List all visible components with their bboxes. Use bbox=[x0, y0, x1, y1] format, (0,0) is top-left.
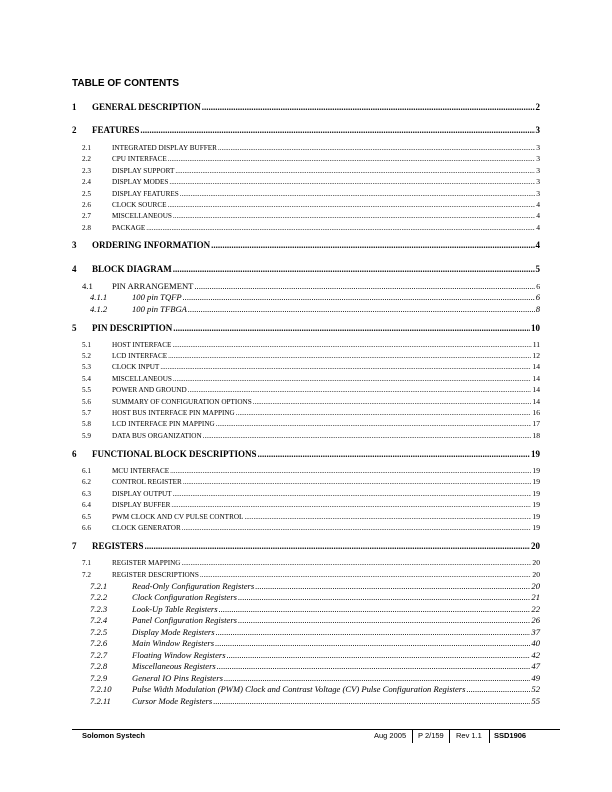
toc-dot-leader bbox=[258, 449, 530, 459]
toc-entry-title: 100 pin TFBGA bbox=[132, 304, 187, 314]
toc-entry[interactable] bbox=[72, 323, 540, 333]
toc-entry-title: FEATURES bbox=[92, 125, 140, 135]
toc-entry[interactable] bbox=[72, 125, 540, 135]
toc-entry[interactable] bbox=[72, 661, 540, 671]
toc-entry[interactable] bbox=[72, 177, 540, 186]
toc-dot-leader bbox=[168, 155, 535, 163]
toc-dot-leader bbox=[175, 167, 535, 175]
toc-entry-title: HOST BUS INTERFACE PIN MAPPING bbox=[112, 409, 235, 417]
toc-entry[interactable] bbox=[72, 581, 540, 591]
toc-entry-page: 6 bbox=[535, 292, 540, 302]
toc-entry-page: 42 bbox=[531, 650, 540, 660]
toc-entry-title: Cursor Mode Registers bbox=[132, 696, 213, 706]
toc-dot-leader bbox=[236, 409, 532, 417]
toc-entry[interactable] bbox=[72, 627, 540, 637]
toc-entry[interactable] bbox=[72, 102, 540, 112]
toc-entry-page: 14 bbox=[532, 362, 540, 371]
toc-entry-page: 20 bbox=[531, 581, 540, 591]
toc-entry-title: CONTROL REGISTER bbox=[112, 478, 182, 486]
toc-entry-page: 40 bbox=[531, 638, 540, 648]
toc-entry[interactable] bbox=[72, 541, 540, 551]
toc-entry[interactable] bbox=[72, 466, 540, 475]
toc-entry-page: 55 bbox=[531, 696, 540, 706]
toc-entry-title: PWM CLOCK AND CV PULSE CONTROL bbox=[112, 513, 244, 521]
footer-date: Aug 2005 bbox=[374, 731, 407, 740]
toc-entry-page: 19 bbox=[532, 512, 540, 521]
toc-entry-page: 12 bbox=[532, 351, 540, 360]
toc-entry-number: 5.3 bbox=[82, 363, 91, 371]
toc-entry-page: 3 bbox=[536, 154, 540, 163]
toc-entry-title: SUMMARY OF CONFIGURATION OPTIONS bbox=[112, 398, 252, 406]
toc-entry-page: 14 bbox=[532, 397, 540, 406]
toc-dot-leader bbox=[211, 240, 534, 250]
toc-entry-number: 7.2.1 bbox=[90, 581, 108, 591]
toc-dot-leader bbox=[255, 581, 530, 591]
toc-entry-number: 6.3 bbox=[82, 490, 91, 498]
toc-entry-number: 2.8 bbox=[82, 224, 91, 232]
toc-entry-number: 6.1 bbox=[82, 467, 91, 475]
toc-entry-number: 2.5 bbox=[82, 190, 91, 198]
toc-entry-page: 4 bbox=[536, 200, 540, 209]
toc-entry-number: 7.2.6 bbox=[90, 638, 108, 648]
toc-entry[interactable] bbox=[72, 340, 540, 349]
footer-revision: Rev 1.1 bbox=[456, 731, 482, 740]
toc-entry[interactable] bbox=[72, 362, 540, 371]
toc-entry-title: DISPLAY FEATURES bbox=[112, 190, 179, 198]
toc-entry-number: 5.6 bbox=[82, 398, 91, 406]
toc-entry-title: Display Mode Registers bbox=[132, 627, 215, 637]
toc-entry-page: 21 bbox=[531, 592, 540, 602]
toc-entry-page: 14 bbox=[532, 385, 540, 394]
toc-entry[interactable] bbox=[72, 696, 540, 706]
toc-entry-number: 6.2 bbox=[82, 478, 91, 486]
toc-entry-page: 52 bbox=[531, 684, 540, 694]
toc-entry-title: CLOCK SOURCE bbox=[112, 201, 167, 209]
toc-entry-page: 3 bbox=[535, 125, 540, 135]
toc-entry-page: 4 bbox=[536, 223, 540, 232]
toc-entry-title: DISPLAY SUPPORT bbox=[112, 167, 175, 175]
toc-dot-leader bbox=[146, 224, 535, 232]
toc-dot-leader bbox=[202, 102, 535, 112]
toc-entry-number: 5.9 bbox=[82, 432, 91, 440]
toc-entry-title: REGISTERS bbox=[92, 541, 144, 551]
toc-dot-leader bbox=[183, 478, 532, 486]
toc-entry-number: 6 bbox=[72, 449, 77, 459]
toc-entry[interactable] bbox=[72, 638, 540, 648]
toc-entry-number: 7.2.5 bbox=[90, 627, 108, 637]
footer-divider bbox=[449, 729, 450, 743]
toc-entry[interactable] bbox=[72, 240, 540, 250]
toc-entry[interactable] bbox=[72, 351, 540, 360]
toc-dot-leader bbox=[180, 190, 535, 198]
toc-entry[interactable] bbox=[72, 200, 540, 209]
toc-entry-page: 37 bbox=[531, 627, 540, 637]
toc-dot-leader bbox=[219, 604, 531, 614]
toc-entry[interactable] bbox=[72, 211, 540, 220]
toc-entry[interactable] bbox=[72, 604, 540, 614]
toc-entry-page: 19 bbox=[531, 449, 540, 459]
toc-dot-leader bbox=[168, 201, 536, 209]
toc-entry-number: 7.2.9 bbox=[90, 673, 108, 683]
toc-entry-title: General IO Pins Registers bbox=[132, 673, 223, 683]
toc-entry-number: 2.1 bbox=[82, 144, 91, 152]
toc-entry-title: DISPLAY OUTPUT bbox=[112, 490, 172, 498]
toc-entry[interactable] bbox=[72, 570, 540, 579]
toc-entry-number: 7.2 bbox=[82, 571, 91, 579]
toc-entry-page: 3 bbox=[536, 166, 540, 175]
toc-entry-title: Floating Window Registers bbox=[132, 650, 226, 660]
toc-dot-leader bbox=[173, 490, 532, 498]
toc-entry-title: Miscellaneous Registers bbox=[132, 661, 216, 671]
toc-entry[interactable] bbox=[72, 292, 540, 302]
toc-entry-title: PIN ARRANGEMENT bbox=[112, 281, 194, 291]
toc-dot-leader bbox=[200, 571, 532, 579]
toc-entry-title: PACKAGE bbox=[112, 224, 146, 232]
toc-entry-page: 19 bbox=[532, 500, 540, 509]
toc-entry-number: 5.8 bbox=[82, 420, 91, 428]
toc-entry-number: 6.6 bbox=[82, 524, 91, 532]
toc-entry[interactable] bbox=[72, 558, 540, 567]
toc-entry-title: GENERAL DESCRIPTION bbox=[92, 102, 201, 112]
toc-dot-leader bbox=[160, 363, 531, 371]
toc-entry-number: 5.5 bbox=[82, 386, 91, 394]
toc-entry-number: 5.2 bbox=[82, 352, 91, 360]
footer-page-number: P 2/159 bbox=[418, 731, 444, 740]
toc-entry-number: 3 bbox=[72, 240, 77, 250]
toc-entry-title: CLOCK INPUT bbox=[112, 363, 160, 371]
toc-dot-leader bbox=[173, 212, 535, 220]
toc-dot-leader bbox=[140, 125, 534, 135]
toc-entry-page: 6 bbox=[536, 282, 540, 291]
toc-entry-number: 4.1.2 bbox=[90, 304, 108, 314]
footer-rule bbox=[72, 729, 560, 730]
toc-entry-page: 20 bbox=[532, 558, 540, 567]
toc-entry[interactable] bbox=[72, 615, 540, 625]
toc-entry-number: 7.2.10 bbox=[90, 684, 112, 694]
toc-entry-title: DATA BUS ORGANIZATION bbox=[112, 432, 202, 440]
toc-entry-number: 2.7 bbox=[82, 212, 91, 220]
toc-entry-page: 11 bbox=[532, 340, 540, 349]
toc-entry-title: PIN DESCRIPTION bbox=[92, 323, 173, 333]
toc-entry-number: 2.4 bbox=[82, 178, 91, 186]
toc-entry[interactable] bbox=[72, 419, 540, 428]
toc-entry-title: DISPLAY MODES bbox=[112, 178, 169, 186]
toc-entry-number: 7.2.4 bbox=[90, 615, 108, 625]
toc-dot-leader bbox=[217, 661, 531, 671]
toc-dot-leader bbox=[227, 650, 531, 660]
toc-entry[interactable] bbox=[72, 489, 540, 498]
toc-entry-page: 20 bbox=[531, 541, 540, 551]
toc-dot-leader bbox=[170, 467, 531, 475]
toc-entry[interactable] bbox=[72, 385, 540, 394]
toc-dot-leader bbox=[213, 696, 530, 706]
toc-entry-title: MISCELLANEOUS bbox=[112, 375, 172, 383]
toc-entry-number: 6.5 bbox=[82, 513, 91, 521]
toc-entry-number: 7.1 bbox=[82, 559, 91, 567]
toc-entry-number: 6.4 bbox=[82, 501, 91, 509]
toc-dot-leader bbox=[173, 323, 530, 333]
toc-entry-page: 3 bbox=[536, 177, 540, 186]
toc-entry-number: 5.7 bbox=[82, 409, 91, 417]
toc-dot-leader bbox=[224, 673, 530, 683]
toc-entry-number: 5 bbox=[72, 323, 77, 333]
toc-entry[interactable] bbox=[72, 650, 540, 660]
toc-entry-number: 2.3 bbox=[82, 167, 91, 175]
toc-entry-page: 19 bbox=[532, 523, 540, 532]
toc-entry-title: ORDERING INFORMATION bbox=[92, 240, 211, 250]
toc-dot-leader bbox=[466, 684, 530, 694]
toc-entry-number: 5.4 bbox=[82, 375, 91, 383]
toc-entry[interactable] bbox=[72, 500, 540, 509]
toc-entry-title: INTEGRATED DISPLAY BUFFER bbox=[112, 144, 217, 152]
toc-dot-leader bbox=[218, 144, 535, 152]
toc-entry[interactable] bbox=[72, 397, 540, 406]
toc-entry-page: 47 bbox=[531, 661, 540, 671]
toc-entry-title: 100 pin TQFP bbox=[132, 292, 182, 302]
toc-entry-number: 7.2.2 bbox=[90, 592, 108, 602]
toc-entry-page: 5 bbox=[535, 264, 540, 274]
toc-dot-leader bbox=[215, 638, 530, 648]
toc-entry[interactable] bbox=[72, 523, 540, 532]
toc-entry[interactable] bbox=[72, 281, 540, 291]
toc-entry[interactable] bbox=[72, 143, 540, 152]
toc-entry-title: CPU INTERFACE bbox=[112, 155, 167, 163]
toc-dot-leader bbox=[216, 627, 531, 637]
toc-entry-page: 3 bbox=[536, 143, 540, 152]
toc-entry-title: Pulse Width Modulation (PWM) Clock and Contrast Voltage (CV) Pulse Configuration Registers bbox=[132, 684, 466, 694]
toc-entry-number: 7.2.7 bbox=[90, 650, 108, 660]
toc-entry[interactable] bbox=[72, 304, 540, 314]
toc-entry-number: 7.2.8 bbox=[90, 661, 108, 671]
toc-entry-page: 14 bbox=[532, 374, 540, 383]
toc-heading: TABLE OF CONTENTS bbox=[72, 78, 180, 89]
toc-entry[interactable] bbox=[72, 673, 540, 683]
toc-entry-title: REGISTER DESCRIPTIONS bbox=[112, 571, 199, 579]
toc-entry-title: LCD INTERFACE bbox=[112, 352, 168, 360]
toc-entry-title: Panel Configuration Registers bbox=[132, 615, 238, 625]
toc-dot-leader bbox=[182, 524, 532, 532]
toc-entry-page: 2 bbox=[535, 102, 540, 112]
toc-entry-number: 4.1.1 bbox=[90, 292, 108, 302]
toc-entry-title: MISCELLANEOUS bbox=[112, 212, 172, 220]
toc-dot-leader bbox=[171, 501, 531, 509]
footer-divider bbox=[412, 729, 413, 743]
toc-entry-number: 2.2 bbox=[82, 155, 91, 163]
toc-dot-leader bbox=[188, 386, 532, 394]
toc-dot-leader bbox=[244, 513, 531, 521]
toc-dot-leader bbox=[182, 559, 532, 567]
toc-entry-page: 8 bbox=[535, 304, 540, 314]
toc-entry-number: 4.1 bbox=[82, 281, 93, 291]
toc-entry-title: POWER AND GROUND bbox=[112, 386, 187, 394]
toc-dot-leader bbox=[169, 178, 535, 186]
toc-entry-title: Look-Up Table Registers bbox=[132, 604, 218, 614]
footer-divider bbox=[489, 729, 490, 743]
toc-entry-title: BLOCK DIAGRAM bbox=[92, 264, 172, 274]
toc-entry-page: 4 bbox=[535, 240, 540, 250]
toc-entry[interactable] bbox=[72, 189, 540, 198]
toc-entry[interactable] bbox=[72, 449, 540, 459]
toc-entry-title: HOST INTERFACE bbox=[112, 341, 172, 349]
toc-dot-leader bbox=[216, 420, 532, 428]
toc-entry-page: 26 bbox=[531, 615, 540, 625]
toc-dot-leader bbox=[168, 352, 531, 360]
toc-entry-number: 2.6 bbox=[82, 201, 91, 209]
footer-company: Solomon Systech bbox=[82, 731, 145, 740]
toc-entry-title: Read-Only Configuration Registers bbox=[132, 581, 255, 591]
toc-entry-page: 20 bbox=[532, 570, 540, 579]
toc-entry-page: 49 bbox=[531, 673, 540, 683]
toc-dot-leader bbox=[145, 541, 530, 551]
toc-entry-title: DISPLAY BUFFER bbox=[112, 501, 171, 509]
toc-entry[interactable] bbox=[72, 684, 540, 694]
toc-entry-page: 17 bbox=[532, 419, 540, 428]
toc-entry-title: Clock Configuration Registers bbox=[132, 592, 238, 602]
toc-entry-number: 5.1 bbox=[82, 341, 91, 349]
toc-entry-page: 22 bbox=[531, 604, 540, 614]
toc-entry[interactable] bbox=[72, 408, 540, 417]
toc-dot-leader bbox=[183, 292, 535, 302]
toc-entry-page: 10 bbox=[531, 323, 540, 333]
toc-entry[interactable] bbox=[72, 592, 540, 602]
toc-entry-number: 4 bbox=[72, 264, 77, 274]
toc-dot-leader bbox=[203, 432, 532, 440]
toc-entry-title: REGISTER MAPPING bbox=[112, 559, 181, 567]
toc-dot-leader bbox=[194, 281, 535, 291]
toc-entry-title: LCD INTERFACE PIN MAPPING bbox=[112, 420, 215, 428]
toc-entry[interactable] bbox=[72, 223, 540, 232]
toc-entry[interactable] bbox=[72, 264, 540, 274]
footer-model: SSD1906 bbox=[494, 731, 527, 740]
toc-entry-title: FUNCTIONAL BLOCK DESCRIPTIONS bbox=[92, 449, 257, 459]
toc-entry-title: CLOCK GENERATOR bbox=[112, 524, 181, 532]
toc-entry[interactable] bbox=[72, 477, 540, 486]
toc-entry-number: 1 bbox=[72, 102, 77, 112]
toc-entry-number: 7 bbox=[72, 541, 77, 551]
toc-entry-title: Main Window Registers bbox=[132, 638, 215, 648]
toc-entry-number: 2 bbox=[72, 125, 77, 135]
toc-entry[interactable] bbox=[72, 431, 540, 440]
toc-dot-leader bbox=[253, 398, 532, 406]
toc-dot-leader bbox=[172, 341, 531, 349]
toc-dot-leader bbox=[173, 264, 535, 274]
toc-entry-page: 16 bbox=[532, 408, 540, 417]
toc-entry-page: 4 bbox=[536, 211, 540, 220]
toc-entry[interactable] bbox=[72, 374, 540, 383]
toc-dot-leader bbox=[173, 375, 532, 383]
toc-entry-number: 7.2.3 bbox=[90, 604, 108, 614]
toc-dot-leader bbox=[238, 592, 530, 602]
toc-dot-leader bbox=[238, 615, 530, 625]
toc-entry-page: 19 bbox=[532, 477, 540, 486]
toc-entry-page: 19 bbox=[532, 489, 540, 498]
toc-entry-page: 19 bbox=[532, 466, 540, 475]
toc-entry-page: 18 bbox=[532, 431, 540, 440]
toc-dot-leader bbox=[188, 304, 535, 314]
toc-entry-page: 3 bbox=[536, 189, 540, 198]
toc-entry-number: 7.2.11 bbox=[90, 696, 111, 706]
toc-entry[interactable] bbox=[72, 154, 540, 163]
toc-entry[interactable] bbox=[72, 166, 540, 175]
toc-entry[interactable] bbox=[72, 512, 540, 521]
toc-entry-title: MCU INTERFACE bbox=[112, 467, 170, 475]
